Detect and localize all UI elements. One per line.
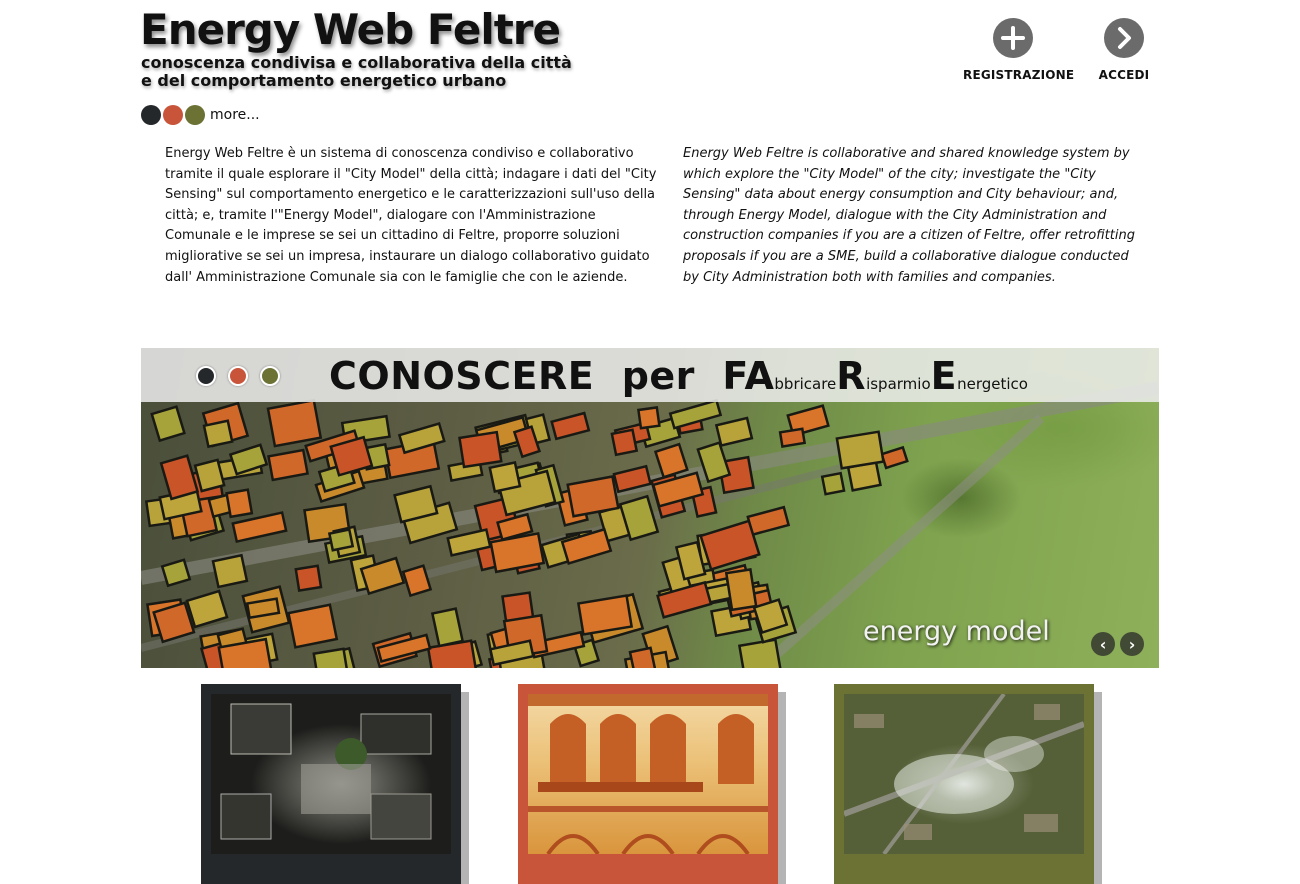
building-footprint [247, 599, 279, 618]
building-footprint [739, 640, 781, 668]
thumbnail-city-sensing[interactable] [834, 684, 1094, 884]
building-footprint [399, 424, 444, 453]
chevron-right-icon [1104, 18, 1144, 58]
building-footprint [403, 566, 430, 596]
orange-dot-icon [163, 105, 183, 125]
building-footprint [268, 400, 321, 446]
headline-e: E [930, 354, 958, 398]
headline-per: per [621, 354, 695, 398]
building-footprint [213, 555, 247, 587]
building-footprint [837, 432, 883, 469]
description-italian: Energy Web Feltre è un sistema di conoscenza condiviso e collaborativo tramite il quale esplorare il "City Model" della città; indagare i dati del "City Sensing" sul comportamento energetico e le caratterizzazioni sull'uso della città; e, tramite l'"Energy Model", dialogare con l'Amministrazione Comunale e le imprese se sei un cittadino di Feltre, proporre soluzioni migliorative se sei un impresa, instaurare un dialogo collaborativo guidato dall' Amministrazione Comunale sia con le famiglie che con le aziende. [165, 146, 657, 285]
headline-conoscere: CONOSCERE [329, 354, 595, 398]
headline-r: R [836, 354, 867, 398]
site-subtitle: conoscenza condivisa e collaborativa della città e del comportamento energetico urbano [141, 53, 572, 90]
building-footprint [314, 649, 348, 668]
building-footprint [822, 473, 844, 494]
building-footprint [460, 432, 502, 467]
building-footprint [187, 591, 227, 627]
city-model-image [211, 694, 451, 854]
energy-model-banner[interactable] [141, 348, 1159, 668]
green-dot-icon[interactable] [260, 366, 280, 386]
thumbnail-building-facade[interactable] [518, 684, 778, 884]
city-sensing-image [844, 694, 1084, 854]
more-link[interactable]: more... [210, 107, 260, 123]
headline-e-rest: nergetico [957, 375, 1028, 393]
building-footprint [152, 407, 185, 441]
banner-headline [329, 350, 1028, 410]
building-footprint [568, 477, 619, 517]
building-footprint [726, 569, 756, 609]
building-footprint [552, 413, 589, 439]
building-footprint [233, 513, 286, 542]
dark-dot-icon [141, 105, 161, 125]
orange-dot-icon[interactable] [228, 366, 248, 386]
building-footprint [701, 521, 760, 569]
dark-dot-icon[interactable] [196, 366, 216, 386]
building-footprint [882, 447, 908, 467]
building-footprint [612, 430, 637, 455]
banner-caption: energy model [863, 616, 1050, 647]
building-footprint [656, 444, 688, 477]
chevron-left-icon[interactable]: ‹ [1091, 632, 1115, 656]
headline-r-rest: isparmio [866, 375, 931, 393]
green-dot-icon [185, 105, 205, 125]
building-footprint [162, 560, 190, 586]
building-footprint [780, 429, 805, 447]
chevron-right-icon[interactable]: › [1120, 632, 1144, 656]
building-footprint [432, 609, 462, 646]
building-footprint [296, 566, 321, 591]
building-footprint [289, 605, 337, 648]
building-footprint [204, 421, 232, 447]
building-facade-image [528, 694, 768, 854]
description-english: Energy Web Feltre is collaborative and shared knowledge system by which explore the "City Model" of the city; investigate the "City Sensing" data about energy consumption and City behaviour; and, through Energy Model, dialogue with the City Administration and construction companies if you are a citizen of Feltre, offer retrofitting proposals if you are a SME, build a collaborative dialogue conducted by City Administration both with families and companies. [683, 146, 1135, 285]
plus-icon [993, 18, 1033, 58]
building-footprint [269, 450, 308, 480]
building-footprint [428, 641, 477, 668]
thumbnail-city-model[interactable] [201, 684, 461, 884]
header-dots [141, 105, 260, 125]
site-title: Energy Web Feltre [140, 5, 561, 54]
building-footprint [716, 418, 751, 446]
building-footprint [490, 463, 520, 492]
building-footprint [329, 530, 352, 551]
banner-dots [196, 366, 280, 386]
building-footprint [161, 456, 197, 499]
headline-fa-rest: bbricare [774, 375, 837, 393]
headline-fa: FA [722, 354, 775, 398]
banner-title-bar [141, 348, 1159, 402]
register-label: REGISTRAZIONE [963, 68, 1075, 82]
building-footprint [578, 596, 631, 635]
login-label: ACCEDI [1098, 68, 1150, 82]
building-footprint [638, 407, 659, 428]
building-footprint [227, 490, 252, 517]
building-footprint [658, 582, 711, 617]
register-button[interactable] [963, 18, 1075, 82]
building-footprint [195, 460, 224, 491]
building-footprint [748, 507, 789, 534]
login-button[interactable] [1074, 18, 1174, 82]
